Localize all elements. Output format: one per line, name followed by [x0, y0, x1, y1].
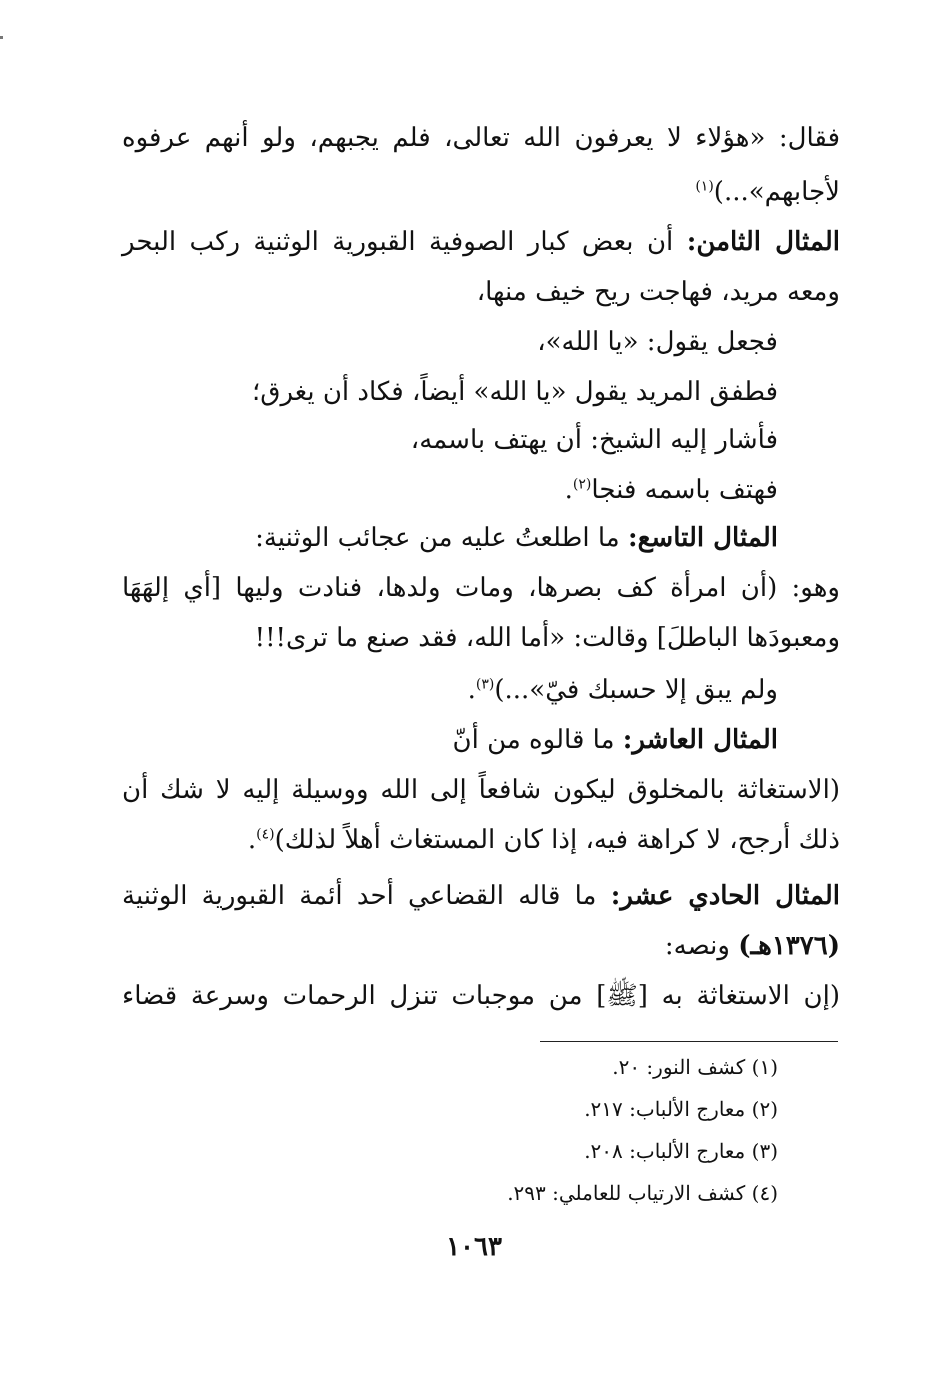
body-text: فهتف باسمه فنجا	[591, 475, 778, 505]
footnote: (١) كشف النور: ٢٠.	[612, 1055, 778, 1079]
body-line: فأشار إليه الشيخ: أن يهتف باسمه،	[410, 425, 778, 455]
body-text: أن بعض كبار الصوفية القبورية الوثنية ركب البحر	[122, 227, 674, 257]
body-text: ولم يبق إلا حسبك فيّ»...)	[494, 675, 778, 705]
footnote-ref: (٢)	[572, 476, 592, 493]
footnote-separator	[540, 1041, 838, 1042]
body-line	[565, 470, 778, 510]
body-line: ومعبودَها الباطلَ] وقالت: «أما الله، فقد صنع ما ترى!!!	[254, 623, 840, 653]
footnote-ref: (٤)	[256, 826, 275, 843]
footnote: (٤) كشف الارتياب للعاملي: ٢٩٣.	[507, 1181, 778, 1205]
body-line: فقال: «هؤلاء لا يعرفون الله تعالى، فلم يجبهم، ولو أنهم عرفوه	[122, 123, 840, 153]
body-text: ذلك أرجح، لا كراهة فيه، إذا كان المستغاث أهلاً لذلك)	[274, 825, 840, 855]
body-text: .	[564, 475, 573, 505]
page-number: ١٠٦٣	[446, 1232, 502, 1262]
body-line: فجعل يقول: «يا الله»،	[537, 327, 778, 357]
body-line: فطفق المريد يقول «يا الله» أيضاً، فكاد أن يغرق؛	[252, 377, 778, 407]
body-text: ونصه:	[664, 931, 730, 961]
body-line	[452, 720, 778, 760]
example-heading: المثال الحادي عشر:	[610, 881, 841, 911]
body-line	[665, 926, 840, 966]
body-text: ما اطلعتُ عليه من عجائب الوثنية:	[255, 523, 620, 553]
body-line: (الاستغاثة بالمخلوق ليكون شافعاً إلى الله ووسيلة إليه لا شك أن	[122, 775, 840, 805]
body-text: ما قالوه من أنّ	[452, 725, 615, 755]
body-line	[122, 222, 840, 262]
body-line	[468, 670, 778, 710]
body-line	[122, 876, 840, 916]
body-text: ما قاله القضاعي أحد أئمة القبورية الوثنية	[122, 881, 597, 911]
body-text: لأجابهم»...)	[713, 177, 840, 207]
example-heading: المثال الثامن:	[686, 227, 841, 257]
body-line	[695, 172, 840, 212]
body-text: .	[247, 825, 257, 855]
footnote: (٢) معارج الألباب: ٢١٧.	[584, 1097, 778, 1121]
scan-edge-mark	[0, 36, 3, 39]
body-line: وهو: (أن امرأة كف بصرها، ومات ولدها، فنادت وليها [أي إلهَهَا	[122, 573, 840, 603]
footnote-ref: (٣)	[475, 676, 495, 693]
example-heading: المثال التاسع:	[627, 523, 778, 553]
footnote: (٣) معارج الألباب: ٢٠٨.	[584, 1139, 778, 1163]
hijri-date: (١٣٧٦هـ)	[738, 931, 840, 961]
body-text: .	[467, 675, 476, 705]
footnote-ref: (١)	[695, 178, 714, 195]
body-line: (إن الاستغاثة به [ﷺ] من موجبات تنزل الرحمات وسرعة قضاء	[122, 981, 840, 1011]
body-line: ومعه مريد، فهاجت ريح خيف منها،	[476, 277, 840, 307]
example-heading: المثال العاشر:	[622, 725, 778, 755]
body-line	[255, 518, 778, 558]
body-line	[248, 820, 840, 860]
